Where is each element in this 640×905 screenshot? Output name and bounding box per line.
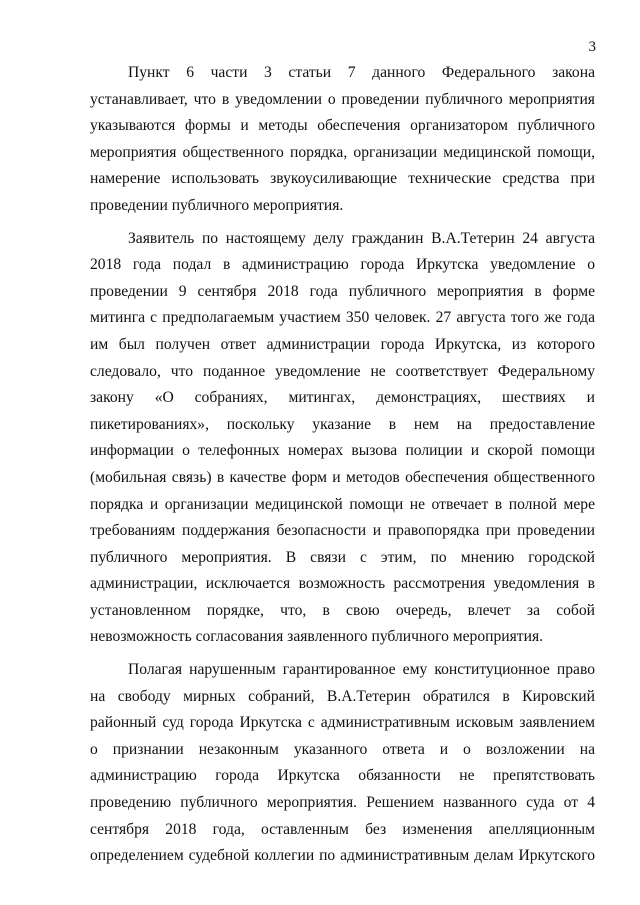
text-line: публичного мероприятия. В связи с этим, по мнению городской [90,548,595,566]
text-line: Заявитель по настоящему делу гражданин В.А.Тетерин 24 августа [128,229,595,247]
text-line: следовало, что поданное уведомление не соответствует Федеральному [90,362,595,380]
paragraph-2 [90,226,595,652]
text-line: администрацию города Иркутска обязанности не препятствовать [90,767,595,785]
text-line: невозможность согласования заявленного публичного мероприятия. [90,628,544,646]
text-line: 2018 года подал в администрацию города Иркутска уведомление о [90,256,595,274]
paragraph-1 [90,60,595,220]
text-line: Полагая нарушенным гарантированное ему конституционное право [128,661,595,679]
text-line: проведению публичного мероприятия. Решением названного суда от 4 [90,794,595,812]
text-line: установленном порядке, что, в свою очередь, влечет за собой [90,601,595,619]
text-line: им был получен ответ администрации города Иркутска, из которого [90,335,595,353]
text-line: пикетированиях», поскольку указание в нем на предоставление [90,415,595,433]
text-line: порядка и организации медицинской помощи не отвечает в полной мере [90,495,595,513]
text-line: проведении публичного мероприятия. [90,196,344,214]
text-line: информации о телефонных номерах вызова полиции и скорой помощи [90,442,595,460]
text-line: указываются формы и методы обеспечения организатором публичного [90,117,595,135]
text-line: (мобильная связь) в качестве форм и методов обеспечения общественного [90,468,595,486]
text-line: районный суд города Иркутска с административным исковым заявлением [90,714,595,732]
body-text [90,60,595,870]
text-line: намерение использовать звукоусиливающие технические средства при [90,170,595,188]
text-line: устанавливает, что в уведомлении о проведении публичного мероприятия [90,90,595,108]
text-line: Пункт 6 части 3 статьи 7 данного Федерального закона [128,64,595,81]
page-number: 3 [588,39,596,55]
text-line: определением судебной коллегии по административным делам Иркутского [90,847,595,865]
text-line: закону «О собраниях, митингах, демонстрациях, шествиях и [90,389,595,407]
text-line: о признании незаконным указанного ответа и о возложении на [90,740,595,758]
text-line: требованиям поддержания безопасности и правопорядка при проведении [90,522,595,540]
text-line: проведении 9 сентября 2018 года публичного мероприятия в форме [90,282,595,300]
text-line: митинга с предполагаемым участием 350 человек. 27 августа того же года [90,309,595,327]
text-line: сентября 2018 года, оставленным без изменения апелляционным [90,820,595,838]
paragraph-3 [90,657,595,870]
text-line: администрации, исключается возможность рассмотрения уведомления в [90,575,595,593]
text-line: на свободу мирных собраний, В.А.Тетерин обратился в Кировский [90,687,595,705]
text-line: мероприятия общественного порядка, организации медицинской помощи, [90,143,595,161]
